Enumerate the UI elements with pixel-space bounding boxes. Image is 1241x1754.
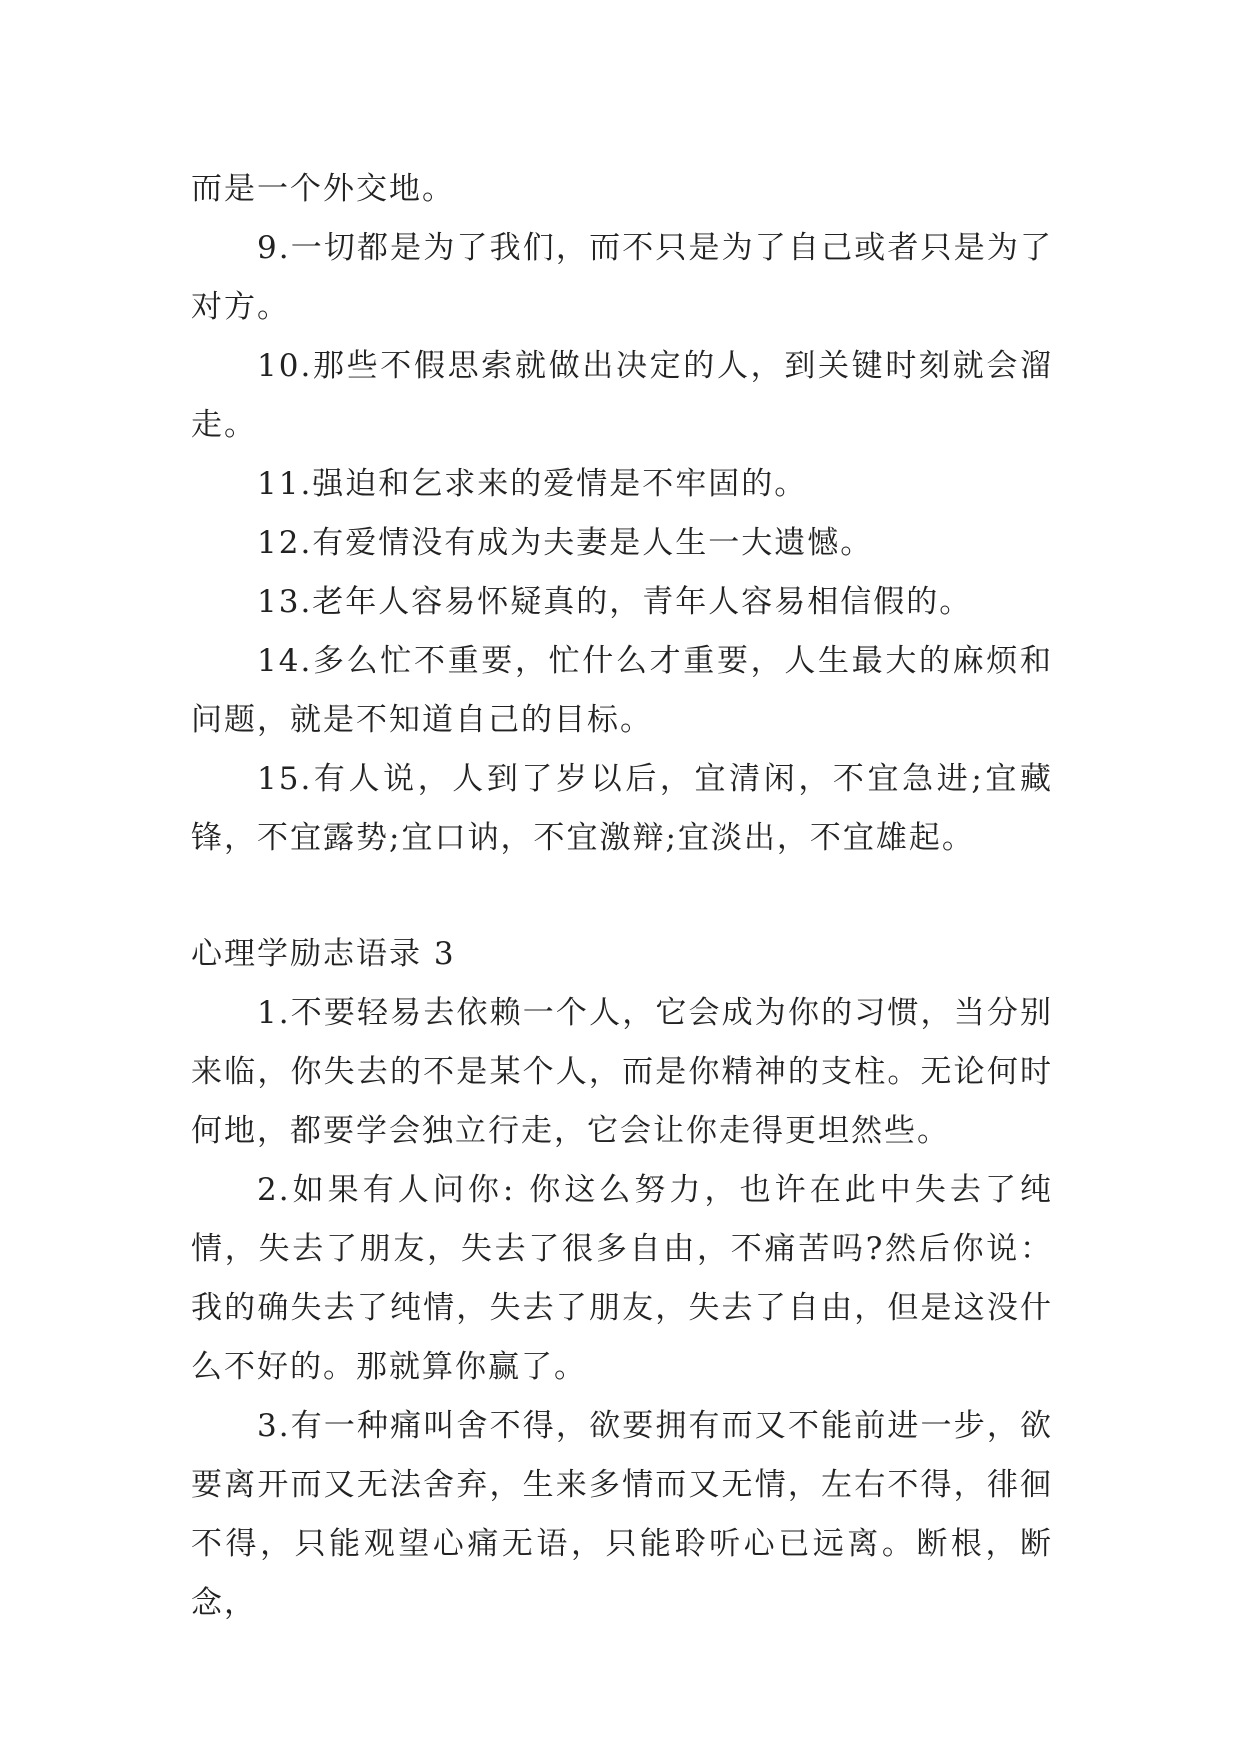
continuation-paragraph: 而是一个外交地。: [191, 171, 455, 207]
quote-item-10: 10.那些不假思索就做出决定的人，到关键时刻就会溜走。: [191, 348, 1053, 443]
quote-item-2: 2.如果有人问你: 你这么努力，也许在此中失去了纯情，失去了朋友，失去了很多自由，不痛苦吗?然后你说：我的确失去了纯情，失去了朋友，失去了自由，但是这没什么不好的。那就算你赢了。: [191, 1172, 1053, 1385]
quote-item-9: 9.一切都是为了我们，而不只是为了自己或者只是为了对方。: [191, 230, 1053, 325]
section-heading: 心理学励志语录 3: [191, 936, 456, 972]
quote-item-15: 15.有人说，人到了岁以后，宜清闲，不宜急进;宜藏锋，不宜露势;宜口讷，不宜激辩;宜淡出，不宜雄起。: [191, 761, 1053, 856]
quote-item-12: 12.有爱情没有成为夫妻是人生一大遗憾。: [257, 525, 874, 561]
quote-item-13: 13.老年人容易怀疑真的，青年人容易相信假的。: [257, 584, 973, 620]
quote-item-3: 3.有一种痛叫舍不得，欲要拥有而又不能前进一步，欲要离开而又无法舍弃，生来多情而又无情，左右不得，徘徊不得，只能观望心痛无语，只能聆听心已远离。断根，断念，: [191, 1408, 1053, 1621]
document-body: [191, 160, 1053, 1633]
quote-item-1: 1.不要轻易去依赖一个人，它会成为你的习惯，当分别来临，你失去的不是某个人，而是你精神的支柱。无论何时何地，都要学会独立行走，它会让你走得更坦然些。: [191, 995, 1053, 1149]
quote-item-14: 14.多么忙不重要，忙什么才重要，人生最大的麻烦和问题，就是不知道自己的目标。: [191, 643, 1053, 738]
quote-item-11: 11.强迫和乞求来的爱情是不牢固的。: [257, 466, 808, 502]
